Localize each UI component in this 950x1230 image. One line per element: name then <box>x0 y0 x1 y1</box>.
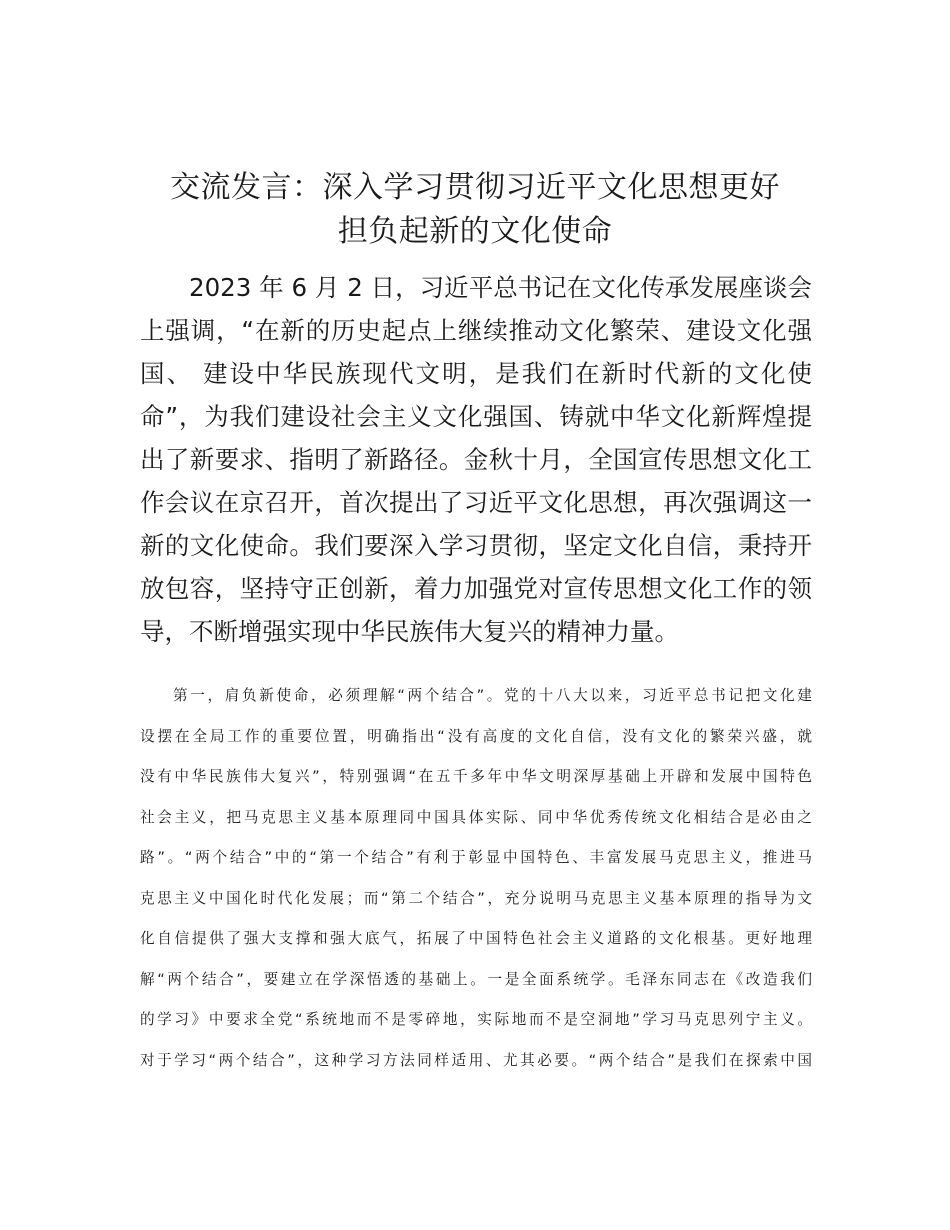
lead-line: 作会议在京召开，首次提出了习近平文化思想，再次强调这一 <box>140 488 812 517</box>
lead-line: 命”，为我们建设社会主义文化强国、铸就中华文化新辉煌提 <box>140 402 812 431</box>
document-title-line-1: 交流发言：深入学习贯彻习近平文化思想更好 <box>170 170 780 205</box>
body-paragraph <box>140 676 812 1081</box>
lead-line: 国、 建设中华民族现代文明，是我们在新时代新的文化使 <box>140 359 812 388</box>
document-title-line-2: 担负起新的文化使命 <box>337 214 613 249</box>
lead-line: 2023 年 6 月 2 日，习近平总书记在文化传承发展座谈会 <box>189 273 812 302</box>
body-line: 社会主义，把马克思主义基本原理同中国具体实际、同中华优秀传统文化相结合是必由之 <box>140 808 812 826</box>
lead-line: 上强调，“在新的历史起点上继续推动文化繁荣、建设文化强 <box>140 316 812 345</box>
lead-paragraph <box>140 266 812 653</box>
body-line: 化自信提供了强大支撑和强大底气，拓展了中国特色社会主义道路的文化根基。更好地理 <box>140 930 812 947</box>
lead-line: 出了新要求、指明了新路径。金秋十月，全国宣传思想文化工 <box>140 445 812 474</box>
body-line: 设摆在全局工作的重要位置，明确指出“没有高度的文化自信，没有文化的繁荣兴盛，就 <box>140 727 812 745</box>
body-line: 克思主义中国化时代化发展；而“第二个结合”，充分说明马克思主义基本原理的指导为文 <box>140 889 812 907</box>
body-line: 对于学习“两个结合”，这种学习方法同样适用、尤其必要。“两个结合”是我们在探索中国 <box>140 1051 812 1069</box>
lead-line: 新的文化使命。我们要深入学习贯彻，坚定文化自信，秉持开 <box>140 531 812 560</box>
body-line: 的学习》中要求全党“系统地而不是零碎地，实际地而不是空洞地”学习马克思列宁主义。 <box>140 1011 812 1028</box>
body-line: 没有中华民族伟大复兴”，特别强调“在五千多年中华文明深厚基础上开辟和发展中国特色 <box>140 768 812 785</box>
body-line: 解“两个结合”，要建立在学深悟透的基础上。一是全面系统学。毛泽东同志在《改造我们 <box>140 970 812 988</box>
lead-line: 放包容，坚持守正创新，着力加强党对宣传思想文化工作的领 <box>140 574 812 603</box>
body-line: 第一，肩负新使命，必须理解“两个结合”。党的十八大以来，习近平总书记把文化建 <box>173 687 812 704</box>
lead-line: 导，不断增强实现中华民族伟大复兴的精神力量。 <box>140 617 679 646</box>
body-line: 路”。“两个结合”中的“第一个结合”有利于彰显中国特色、丰富发展马克思主义，推进马 <box>140 849 812 866</box>
